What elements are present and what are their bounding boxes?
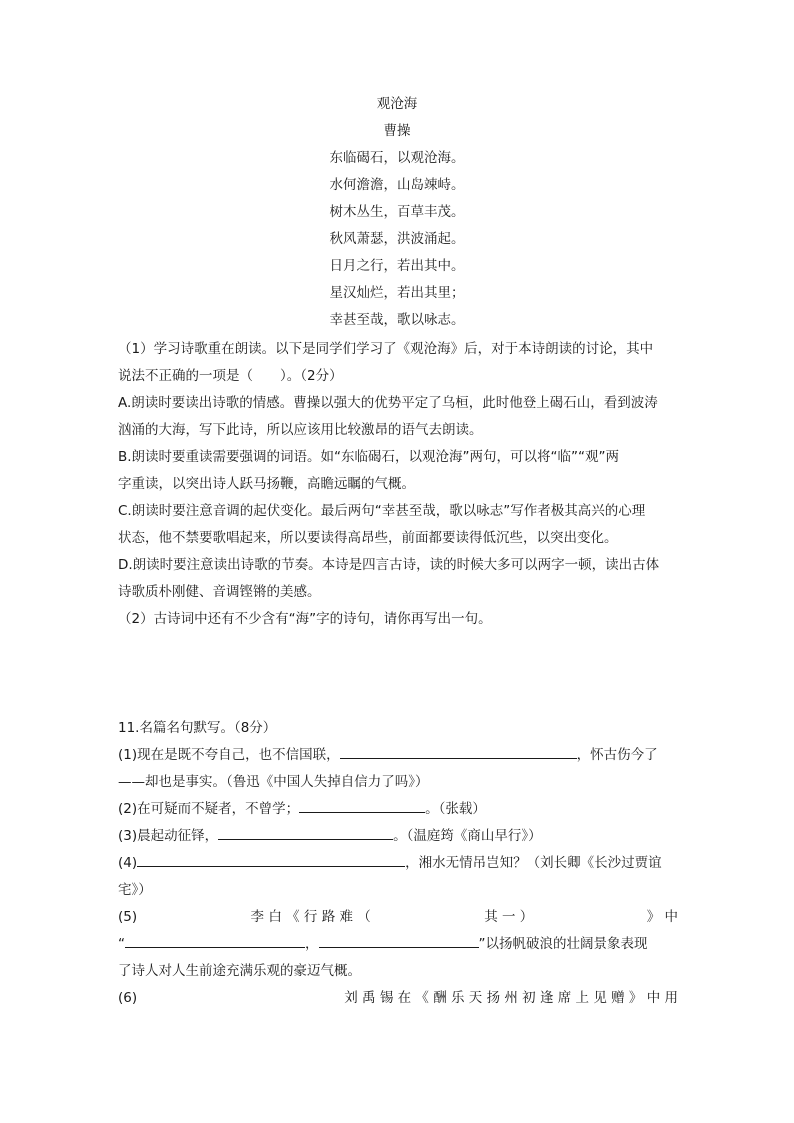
q11-item-5-text: “ [118,936,125,952]
poem-line: 幸甚至哉，歌以咏志。 [329,312,465,328]
q11-item-6-num: (6) [118,990,138,1006]
question-section [118,336,678,1012]
q11-item-4-text: (4) [118,855,138,871]
q11-item-6 [118,985,678,1012]
q11-item-3-text: 。（温庭筠《商山早行》） [393,828,542,844]
q11-item-2-text: 。（张载） [425,801,486,817]
poem-author: 曹操 [383,123,411,139]
q11-item-1-text: (1)现在是既不夸自己，也不信国联， [118,747,340,763]
answer-blank[interactable] [137,852,405,867]
q11-item-1-cont: ——却也是事实。（鲁迅《中国人失掉自信力了吗》） [118,774,429,790]
q1-option-b: B.朗读时要重读需要强调的词语。如“东临碣石，以观沧海”两句，可以将“临”“观”两 [118,449,620,465]
answer-blank[interactable] [299,798,425,813]
poem-block [0,91,794,334]
q11-heading: 11.名篇名句默写。（8分） [118,720,277,736]
q11-item-5-text: ， [305,936,319,952]
q11-item-5-text: 》 中 [646,909,678,925]
q2-stem: （2）古诗词中还有不少含有“海”字的诗句，请你再写出一句。 [118,611,492,627]
q1-option-c: C.朗读时要注意音调的起伏变化。最后两句“幸甚至哉，歌以咏志”写作者极其高兴的心理 [118,503,646,519]
q11-item-4 [118,850,678,877]
q1-option-b: 字重读，以突出诗人跃马扬鞭，高瞻远瞩的气概。 [118,476,415,492]
q11-item-5-text: 李 白 《 行 路 难 （ [250,909,371,925]
q1-option-c: 状态，他不禁要歌唱起来，所以要读得高昂些，前面都要读得低沉些，以突出变化。 [118,530,618,546]
answer-space [118,633,678,715]
answer-blank[interactable] [319,933,479,948]
poem-title: 观沧海 [376,96,418,112]
q1-option-d: 诗歌质朴刚健、音调铿锵的美感。 [118,584,321,600]
q11-item-2-text: (2)在可疑而不疑者，不曾学； [118,801,300,817]
poem-line: 星汉灿烂，若出其里； [329,285,465,301]
q1-option-d: D.朗读时要注意读出诗歌的节奏。本诗是四言古诗，读的时候大多可以两字一顿，读出古体 [118,557,660,573]
poem-line: 树木丛生，百草丰茂。 [329,204,465,220]
q1-option-a: A.朗读时要读出诗歌的情感。曹操以强大的优势平定了乌桓，此时他登上碣石山，看到波涛 [118,395,658,411]
q11-item-5 [118,904,678,931]
q1-option-a: 汹涌的大海，写下此诗，所以应该用比较激昂的语气去朗读。 [118,422,483,438]
q11-item-4-cont: 宅》） [118,882,152,898]
poem-line: 秋风萧瑟，洪波涌起。 [329,231,465,247]
answer-blank[interactable] [340,744,577,759]
q11-item-5-num: (5) [118,909,138,925]
q1-stem-line: （1）学习诗歌重在朗读。以下是同学们学习了《观沧海》后，对于本诗朗读的讨论，其中 [118,341,654,357]
q11-item-4-text: ，湘水无情吊岂知？（刘长卿《长沙过贾谊 [405,855,662,871]
q11-item-5-text: 其 一 ） [484,909,534,925]
poem-line: 东临碣石，以观沧海。 [329,150,465,166]
q1-stem-line: 说法不正确的一项是（ ）。（2分） [118,368,343,384]
poem-line: 水何澹澹，山岛竦峙。 [329,177,465,193]
q11-item-3-text: (3)晨起动征铎， [118,828,219,844]
answer-blank[interactable] [125,933,305,948]
q11-item-5-cont: 了诗人对人生前途充满乐观的豪迈气概。 [118,963,361,979]
poem-line: 日月之行，若出其中。 [329,258,465,274]
q11-item-5-text: ”以扬帆破浪的壮阔景象表现 [478,936,648,952]
q11-item-1 [118,742,678,769]
q11-item-5-cont [118,931,678,958]
q11-item-1-text: ，怀古伤今了 [576,747,658,763]
q11-item-2 [118,796,678,823]
q11-item-6-text: 刘 禹 锡 在 《 酬 乐 天 扬 州 初 逢 席 上 见 赠 》 中 用 [344,990,678,1006]
q11-item-3 [118,823,678,850]
answer-blank[interactable] [218,825,393,840]
